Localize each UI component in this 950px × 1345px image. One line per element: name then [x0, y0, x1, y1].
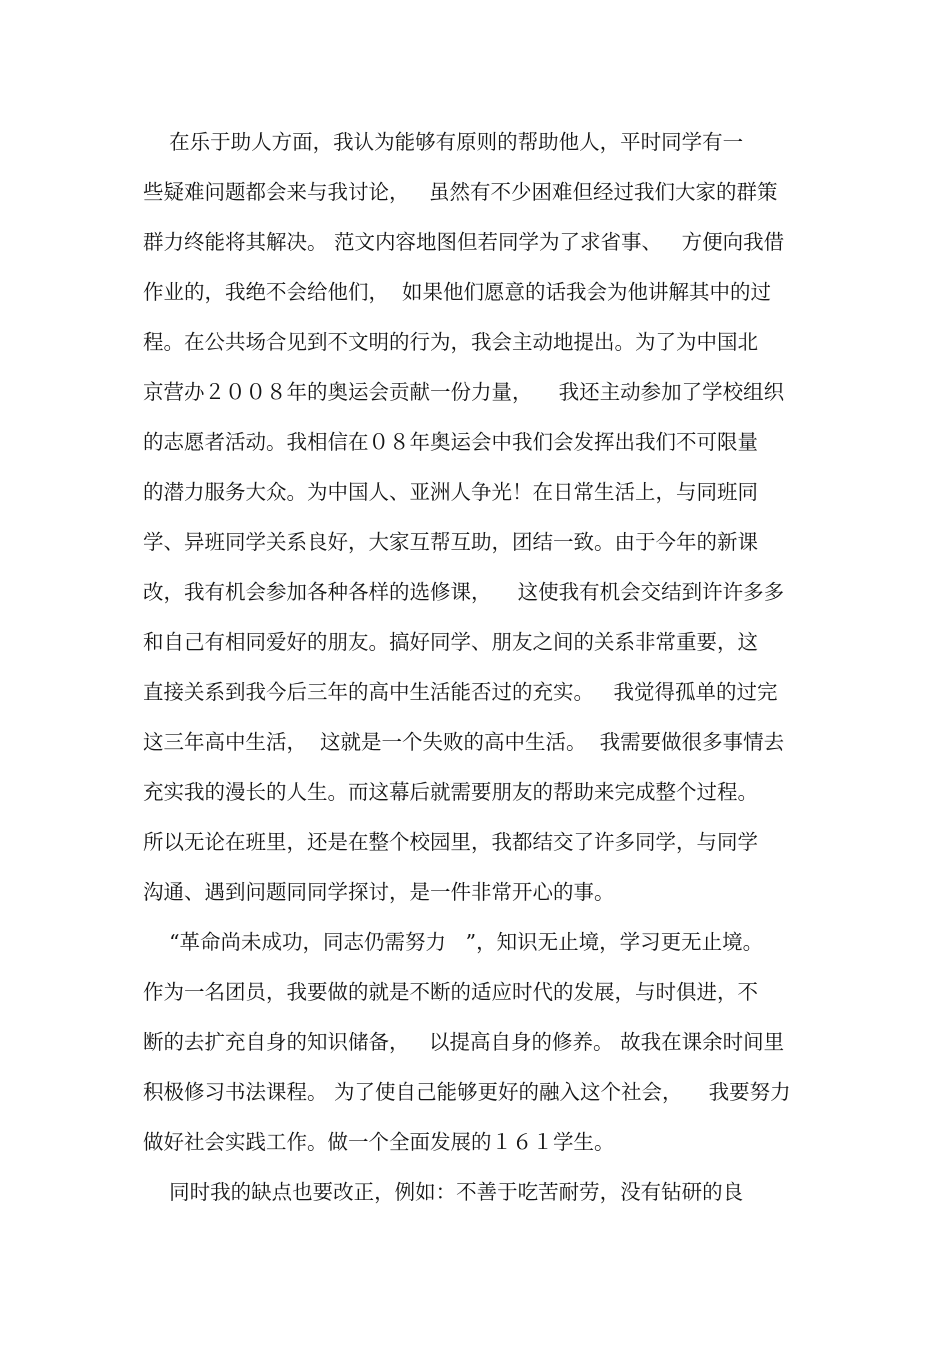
text-line: 断的去扩充自身的知识储备， 以提高自身的修养。 故我在课余时间里: [143, 1030, 785, 1054]
text-line: 做好社会实践工作。做一个全面发展的１６１学生。: [143, 1130, 615, 1154]
text-line: 直接关系到我今后三年的高中生活能否过的充实。 我觉得孤单的过完: [143, 680, 778, 704]
text-line: 沟通、遇到问题同同学探讨，是一件非常开心的事。: [143, 880, 615, 904]
text-line: 这三年高中生活， 这就是一个失败的高中生活。 我需要做很多事情去: [143, 730, 785, 754]
text-line: 改，我有机会参加各种各样的选修课， 这使我有机会交结到许许多多: [143, 580, 785, 604]
text-line: “革命尚未成功，同志仍需努力 ”，知识无止境，学习更无止境。: [143, 930, 764, 954]
text-line: 作为一名团员，我要做的就是不断的适应时代的发展，与时俱进，不: [143, 980, 758, 1004]
text-line: 作业的，我绝不会给他们， 如果他们愿意的话我会为他讲解其中的过: [143, 280, 772, 304]
text-line: 群力终能将其解决。 范文内容地图但若同学为了求省事、 方便向我借: [143, 230, 785, 254]
text-line: 和自己有相同爱好的朋友。搞好同学、朋友之间的关系非常重要，这: [143, 630, 758, 654]
text-line: 程。在公共场合见到不文明的行为，我会主动地提出。为了为中国北: [143, 330, 758, 354]
text-line: 积极修习书法课程。 为了使自己能够更好的融入这个社会， 我要努力: [143, 1080, 791, 1104]
text-line: 同时我的缺点也要改正，例如：不善于吃苦耐劳，没有钻研的良: [143, 1180, 744, 1204]
text-line: 所以无论在班里，还是在整个校园里，我都结交了许多同学，与同学: [143, 830, 758, 854]
text-line: 在乐于助人方面，我认为能够有原则的帮助他人，平时同学有一: [143, 130, 744, 154]
text-line: 的志愿者活动。我相信在０８年奥运会中我们会发挥出我们不可限量: [143, 430, 758, 454]
text-line: 些疑难问题都会来与我讨论， 虽然有不少困难但经过我们大家的群策: [143, 180, 778, 204]
text-line: 京营办２００８年的奥运会贡献一份力量， 我还主动参加了学校组织: [143, 380, 785, 404]
text-line: 学、异班同学关系良好，大家互帮互助，团结一致。由于今年的新课: [143, 530, 758, 554]
text-line: 充实我的漫长的人生。而这幕后就需要朋友的帮助来完成整个过程。: [143, 780, 758, 804]
text-line: 的潜力服务大众。为中国人、亚洲人争光！在日常生活上，与同班同: [143, 480, 758, 504]
